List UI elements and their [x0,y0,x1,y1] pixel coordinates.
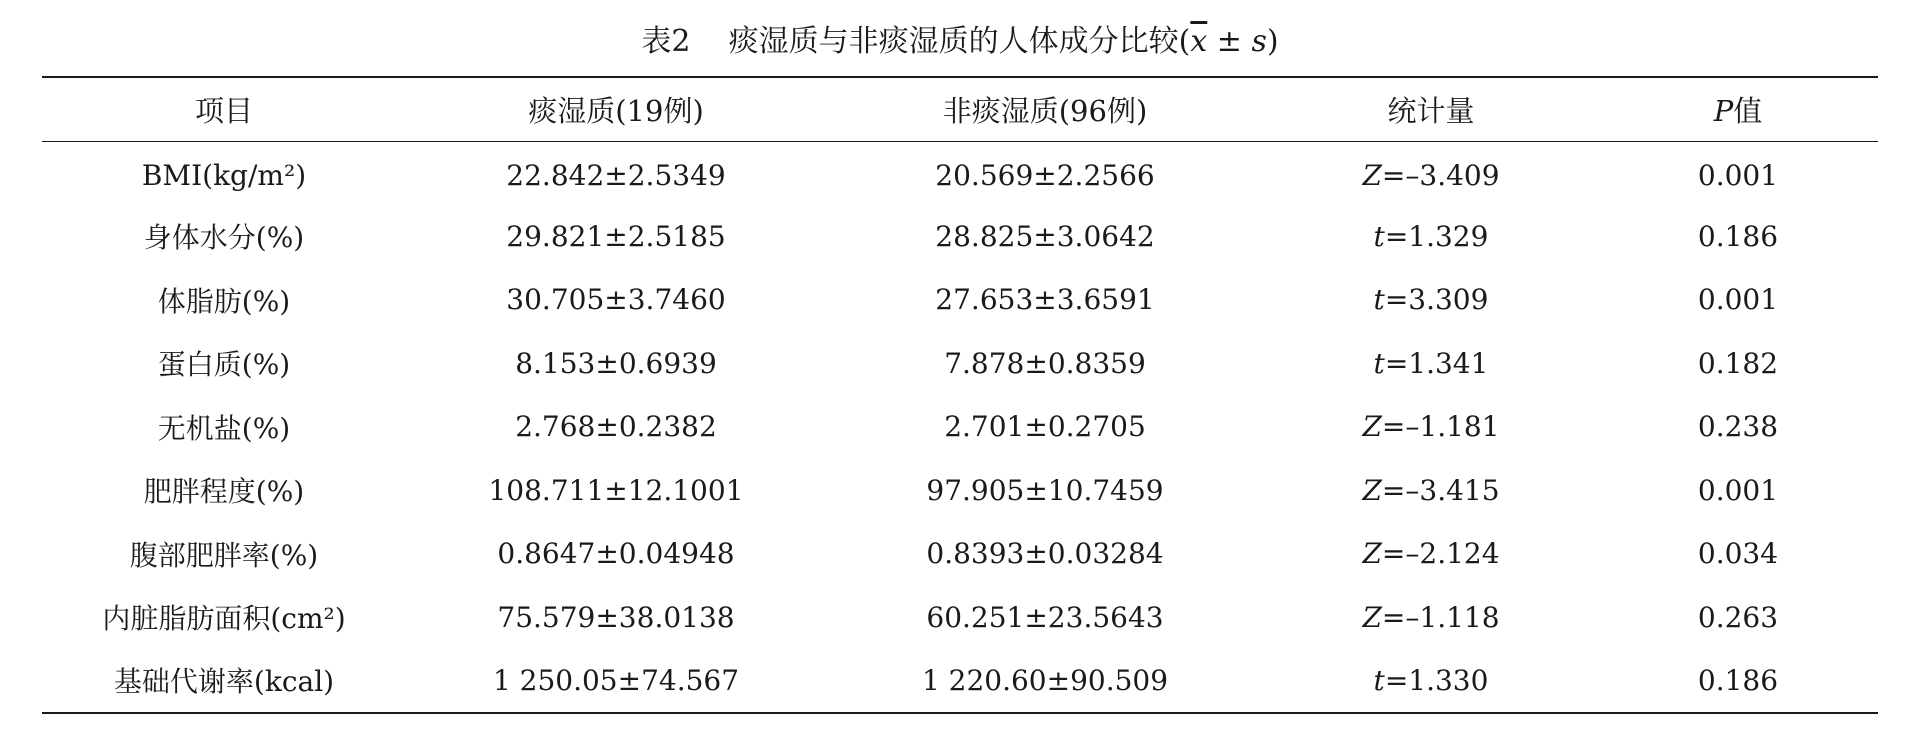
plus-minus-symbol: ± [1207,24,1252,59]
cell-p-value: 0.186 [1598,649,1878,713]
table-row [42,586,1878,650]
header-group1: 痰湿质(19例) [406,77,826,141]
cell-group1: 1 250.05±74.567 [406,649,826,713]
cell-group1: 0.8647±0.04948 [497,537,735,571]
stat-value: =–3.415 [1381,473,1500,507]
stat-value: =1.341 [1384,346,1489,380]
mean-symbol: $\overline{x}$ [1190,24,1208,59]
table-caption [0,22,1920,62]
cell-group2: 7.878±0.8359 [944,346,1146,380]
cell-p-value: 0.001 [1697,158,1779,192]
stat-notation-close: ) [1266,24,1279,59]
cell-group1: 22.842±2.5349 [506,158,726,192]
stat-letter: t [1373,346,1385,380]
stat-letter: Z [1362,473,1382,507]
stat-letter: t [1373,663,1385,697]
cell-group2: 0.8393±0.03284 [926,537,1164,571]
cell-statistic [1264,332,1598,396]
cell-group2: 28.825±3.0642 [935,219,1155,253]
cell-p-value: 0.182 [1697,346,1779,380]
cell-statistic [1264,459,1598,523]
cell-statistic [1264,205,1598,269]
p-suffix: 值 [1733,93,1763,128]
table-label: 表2 [641,24,691,59]
cell-item: 内脏脂肪面积(cm²) [102,602,346,636]
sd-symbol: s [1251,24,1267,59]
table-row [42,395,1878,459]
stat-value: =1.330 [1384,663,1489,697]
cell-group1: 75.579±38.0138 [497,600,735,634]
stat-letter: t [1373,283,1385,317]
cell-statistic [1264,141,1598,205]
body-composition-table [42,76,1878,714]
stat-letter: Z [1362,410,1382,444]
header-p-value [1598,77,1878,141]
stat-letter: t [1373,219,1385,253]
cell-group1: 2.768±0.2382 [515,410,717,444]
stat-notation-open: ( [1178,24,1191,59]
table-row [42,522,1878,586]
cell-group1: 29.821±2.5185 [506,219,726,253]
cell-group1: 8.153±0.6939 [515,346,717,380]
cell-statistic [1264,586,1598,650]
table-row [42,205,1878,269]
cell-group1: 108.711±12.1001 [488,473,744,507]
cell-p-value: 0.001 [1697,283,1779,317]
stat-value: =–1.118 [1381,600,1500,634]
cell-p-value: 0.263 [1697,600,1779,634]
cell-group2: 1 220.60±90.509 [826,649,1264,713]
stat-letter: Z [1362,600,1382,634]
cell-item: 体脂肪(%) [157,284,291,318]
cell-statistic [1264,268,1598,332]
stat-value: =–3.409 [1381,158,1500,192]
cell-group2: 2.701±0.2705 [944,410,1146,444]
header-item: 项目 [42,77,406,141]
cell-p-value: 0.186 [1697,219,1779,253]
cell-item: 无机盐(%) [157,411,291,445]
p-letter: P [1713,93,1734,128]
table-row [42,459,1878,523]
cell-statistic [1264,649,1598,713]
cell-statistic [1264,522,1598,586]
table-row [42,649,1878,713]
cell-group2: 27.653±3.6591 [935,283,1155,317]
cell-statistic [1264,395,1598,459]
cell-item: 身体水分(%) [143,221,305,255]
table-row [42,268,1878,332]
header-statistic: 统计量 [1264,77,1598,141]
cell-item: 腹部肥胖率(%) [129,538,319,572]
table-row [42,141,1878,205]
header-group2: 非痰湿质(96例) [826,77,1264,141]
cell-group1: 30.705±3.7460 [506,283,726,317]
cell-item: BMI(kg/m²) [141,158,307,192]
cell-item: 肥胖程度(%) [143,475,305,509]
cell-group2: 97.905±10.7459 [926,473,1164,507]
cell-p-value: 0.034 [1697,537,1779,571]
cell-item: 蛋白质(%) [157,348,291,382]
stat-value: =1.329 [1384,219,1489,253]
table-body [42,141,1878,713]
stat-value: =3.309 [1384,283,1489,317]
stat-letter: Z [1362,158,1382,192]
table-row [42,332,1878,396]
stat-letter: Z [1362,537,1382,571]
cell-item: 基础代谢率(kcal) [42,649,406,713]
stat-value: =–1.181 [1381,410,1500,444]
stat-value: =–2.124 [1381,537,1500,571]
cell-group2: 60.251±23.5643 [926,600,1164,634]
cell-p-value: 0.238 [1697,410,1779,444]
cell-group2: 20.569±2.2566 [935,158,1155,192]
table-title: 痰湿质与非痰湿质的人体成分比较 [728,24,1179,59]
cell-p-value: 0.001 [1697,473,1779,507]
header-row [42,77,1878,141]
